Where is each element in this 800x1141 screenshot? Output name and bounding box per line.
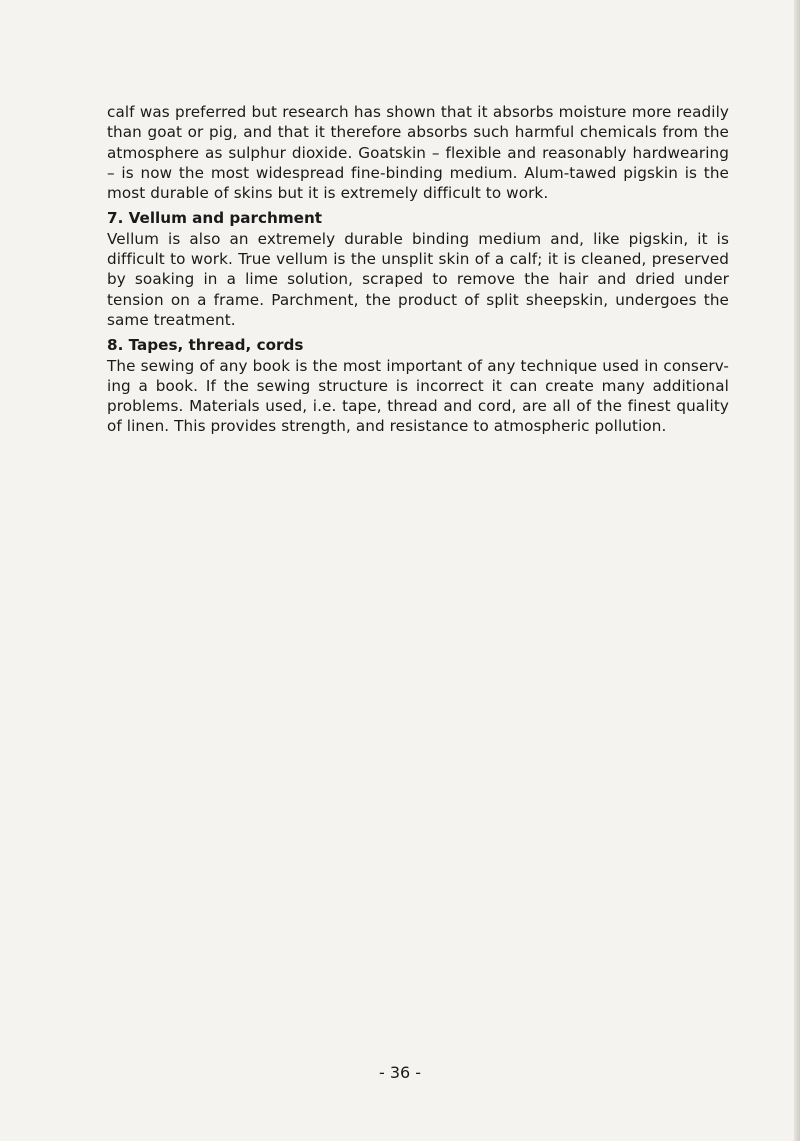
section-heading-tapes: 8. Tapes, thread, cords — [107, 336, 304, 355]
page-number: - 36 - — [378, 1063, 422, 1082]
document-body — [107, 102, 729, 437]
page-edge-shadow — [794, 0, 800, 1141]
intro-paragraph: calf was preferred but research has shown that it absorbs moisture more readily than goat or pig, and that it therefore absorbs such harmful chemicals from the atmosphere as sulphur dioxide. Goatskin – flexible and reasonably hardwearing – is now the most widespread fine-binding medium. Alum-tawed pigskin is the most durable of skins but it is extremely difficult to work. — [107, 103, 729, 203]
section-heading-vellum: 7. Vellum and parchment — [107, 209, 323, 228]
tapes-paragraph: The sewing of any book is the most important of any technique used in conserv-ing a book. If the sewing structure is incorrect it can create many additional problems. Materials used, i.e. tape, thread and cord, are all of the finest quality of linen. This provides strength, and resistance to atmospheric pollution. — [107, 356, 729, 436]
vellum-paragraph: Vellum is also an extremely durable binding medium and, like pigskin, it is difficult to work. True vellum is the unsplit skin of a calf; it is cleaned, preserved by soaking in a lime solution, scraped to remove the hair and dried under tension on a frame. Parchment, the product of split sheepskin, undergoes the same treatment. — [107, 229, 729, 329]
